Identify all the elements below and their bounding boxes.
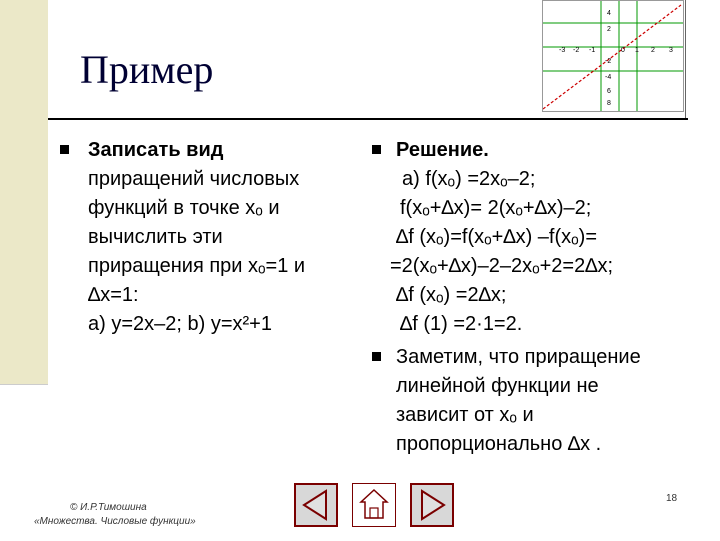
footer-author: © И.Р.Тимошина	[70, 502, 147, 513]
note-block	[396, 343, 696, 459]
x-tick: -2	[573, 47, 580, 54]
x-tick: 0	[621, 47, 625, 54]
solution-line: a) f(xₒ) =2xₒ–2;	[402, 168, 536, 190]
next-slide-button[interactable]	[410, 483, 454, 527]
x-tick: 2	[651, 47, 655, 54]
solution-line: ∆f (xₒ) =2∆x;	[396, 284, 507, 306]
task-line: приращений числовых	[88, 168, 300, 190]
function-graph	[542, 0, 684, 112]
bullet-icon	[372, 145, 381, 154]
task-block	[88, 136, 368, 339]
y-tick: -4	[605, 74, 612, 81]
solution-block	[390, 136, 696, 339]
prev-slide-button[interactable]	[294, 483, 338, 527]
y-tick: 8	[607, 100, 611, 107]
slide-title: Пример	[80, 47, 214, 92]
solution-line: ∆f (xₒ)=f(xₒ+∆x) –f(xₒ)=	[396, 226, 598, 248]
title-divider	[48, 118, 688, 120]
x-tick: -3	[559, 47, 566, 54]
x-tick: -1	[589, 47, 596, 54]
x-tick: 3	[669, 47, 673, 54]
solution-line: ∆f (1) =2·1=2.	[400, 313, 523, 335]
page-number: 18	[666, 493, 678, 504]
graph-line	[543, 5, 681, 109]
task-line: функций в точке xₒ и	[88, 197, 280, 219]
task-line: ∆x=1:	[88, 284, 139, 306]
x-tick: 1	[635, 47, 639, 54]
bullet-icon	[60, 145, 69, 154]
solution-title: Решение.	[396, 139, 489, 161]
task-line: вычислить эти	[88, 226, 223, 248]
task-line: Записать вид	[88, 139, 224, 161]
home-icon	[353, 484, 395, 526]
note-line: пропорционально ∆x .	[396, 433, 602, 455]
note-line: линейной функции не	[396, 375, 599, 397]
y-tick: -2	[605, 58, 612, 65]
triangle-left-icon	[296, 485, 336, 525]
y-tick: 2	[607, 26, 611, 33]
home-button[interactable]	[352, 483, 396, 527]
task-line: a) y=2x–2; b) y=x²+1	[88, 313, 272, 335]
solution-line: =2(xₒ+∆x)–2–2xₒ+2=2∆x;	[390, 255, 614, 277]
y-tick: 4	[607, 10, 611, 17]
bullet-icon	[372, 352, 381, 361]
footer-course: «Множества. Числовые функции»	[34, 516, 196, 527]
solution-line: f(xₒ+∆x)= 2(xₒ+∆x)–2;	[400, 197, 592, 219]
task-line: приращения при xₒ=1 и	[88, 255, 306, 277]
triangle-right-icon	[412, 485, 452, 525]
note-line: зависит от xₒ и	[396, 404, 534, 426]
note-line: Заметим, что приращение	[396, 346, 641, 368]
header-vertical-rule	[685, 0, 686, 118]
y-tick: 6	[607, 88, 611, 95]
